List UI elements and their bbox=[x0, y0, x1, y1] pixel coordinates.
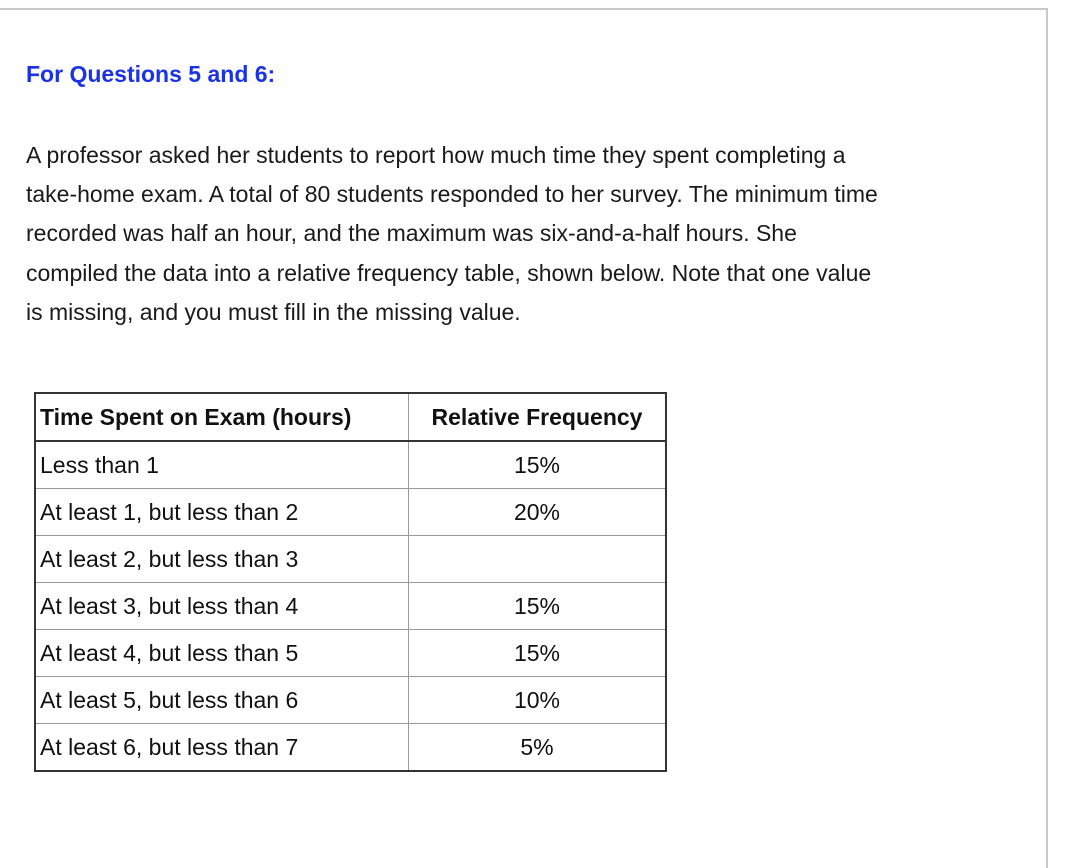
frequency-cell-missing bbox=[409, 536, 667, 583]
frequency-cell: 15% bbox=[409, 441, 667, 489]
section-heading: For Questions 5 and 6: bbox=[26, 61, 276, 87]
paragraph-line: take-home exam. A total of 80 students responded to her survey. The minimum time bbox=[26, 181, 878, 208]
table-row bbox=[35, 489, 666, 536]
time-cell: At least 5, but less than 6 bbox=[35, 677, 409, 724]
header-time-spent: Time Spent on Exam (hours) bbox=[35, 393, 409, 441]
paragraph-line: recorded was half an hour, and the maximum was six-and-a-half hours. She bbox=[26, 220, 797, 247]
frequency-cell: 15% bbox=[409, 583, 667, 630]
time-cell: At least 4, but less than 5 bbox=[35, 630, 409, 677]
time-cell: At least 6, but less than 7 bbox=[35, 724, 409, 772]
paragraph-line: A professor asked her students to report how much time they spent completing a bbox=[26, 142, 846, 168]
table-header-row bbox=[35, 393, 666, 441]
paragraph-line: compiled the data into a relative frequency table, shown below. Note that one value bbox=[26, 259, 872, 286]
header-relative-frequency: Relative Frequency bbox=[409, 393, 667, 441]
table-row bbox=[35, 583, 666, 630]
time-cell: At least 1, but less than 2 bbox=[35, 489, 409, 536]
frequency-cell: 5% bbox=[409, 724, 667, 772]
table-row bbox=[35, 630, 666, 677]
time-cell: At least 2, but less than 3 bbox=[35, 536, 409, 583]
table-row bbox=[35, 441, 666, 489]
time-cell: At least 3, but less than 4 bbox=[35, 583, 409, 630]
frequency-cell: 20% bbox=[409, 489, 667, 536]
frequency-cell: 15% bbox=[409, 630, 667, 677]
frequency-cell: 10% bbox=[409, 677, 667, 724]
relative-frequency-table bbox=[34, 392, 667, 772]
table-row bbox=[35, 677, 666, 724]
paragraph-line: is missing, and you must fill in the missing value. bbox=[26, 298, 521, 325]
problem-paragraph bbox=[26, 136, 1026, 332]
time-cell: Less than 1 bbox=[35, 441, 409, 489]
table-row bbox=[35, 536, 666, 583]
table-row bbox=[35, 724, 666, 772]
